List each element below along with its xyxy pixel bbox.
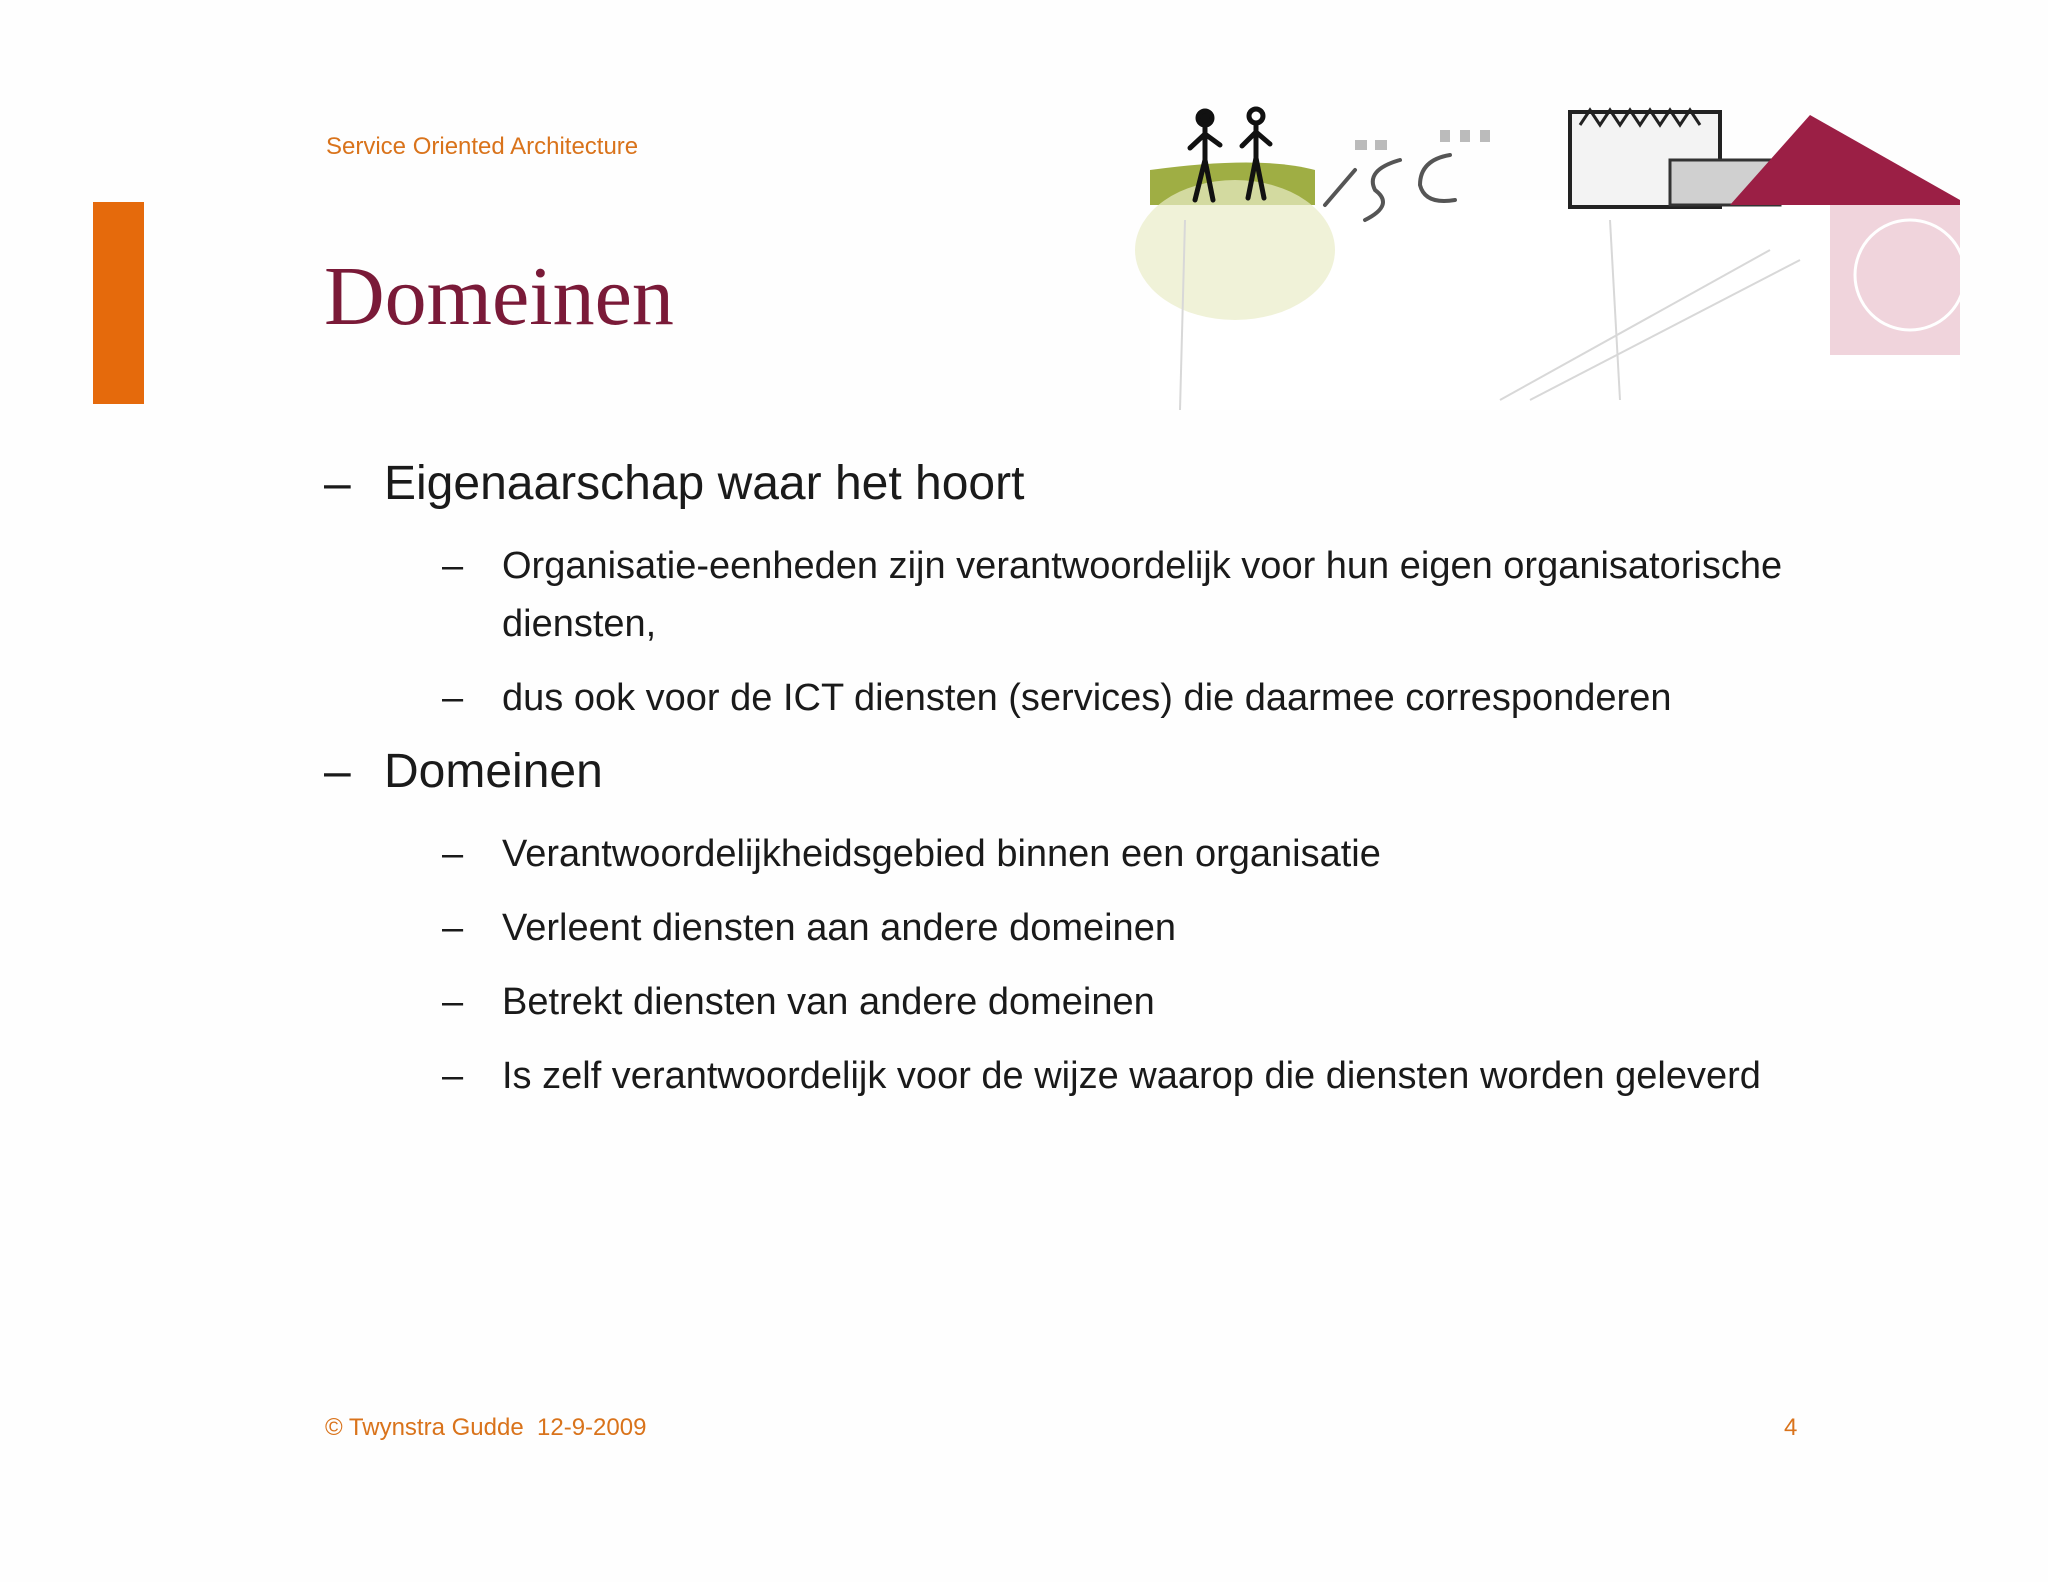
bullet-item-level2 (324, 1047, 1884, 1105)
bullet-dash: – (324, 457, 351, 510)
bullet-dash: – (442, 833, 464, 875)
bullet-list (324, 455, 1884, 1121)
bullet-text: Eigenaarschap waar het hoort (384, 457, 1025, 510)
bullet-item-level1 (324, 455, 1884, 513)
bullet-text: dus ook voor de ICT diensten (services) die daarmee corresponderen (502, 677, 1672, 719)
footer-copyright: © Twynstra Gudde 12-9-2009 (325, 1414, 647, 1441)
bullet-dash: – (442, 677, 464, 719)
section-label: Service Oriented Architecture (326, 133, 639, 160)
slide-title: Domeinen (324, 250, 674, 343)
bullet-text: Domeinen (384, 745, 603, 798)
bullet-item-level2 (324, 537, 1884, 653)
bullet-text: Betrekt diensten van andere domeinen (502, 981, 1155, 1023)
bullet-item-level2 (324, 899, 1884, 957)
bullet-item-level2 (324, 973, 1884, 1031)
bullet-dash: – (442, 1055, 464, 1097)
bullet-dash: – (324, 745, 351, 798)
bullet-text: Organisatie-eenheden zijn verantwoordelijk voor hun eigen organisatorische diensten, (502, 545, 1783, 645)
page-number: 4 (1784, 1414, 1798, 1441)
bullet-text: Is zelf verantwoordelijk voor de wijze waarop die diensten worden geleverd (502, 1055, 1761, 1097)
bullet-item-level1 (324, 743, 1884, 801)
bullet-item-level2 (324, 669, 1884, 727)
accent-bar (93, 202, 144, 404)
bullet-dash: – (442, 545, 464, 587)
bullet-text: Verantwoordelijkheidsgebied binnen een organisatie (502, 833, 1381, 875)
bullet-dash: – (442, 907, 464, 949)
bullet-dash: – (442, 981, 464, 1023)
bullet-item-level2 (324, 825, 1884, 883)
header-illustration (1110, 100, 1960, 410)
bullet-text: Verleent diensten aan andere domeinen (502, 907, 1176, 949)
